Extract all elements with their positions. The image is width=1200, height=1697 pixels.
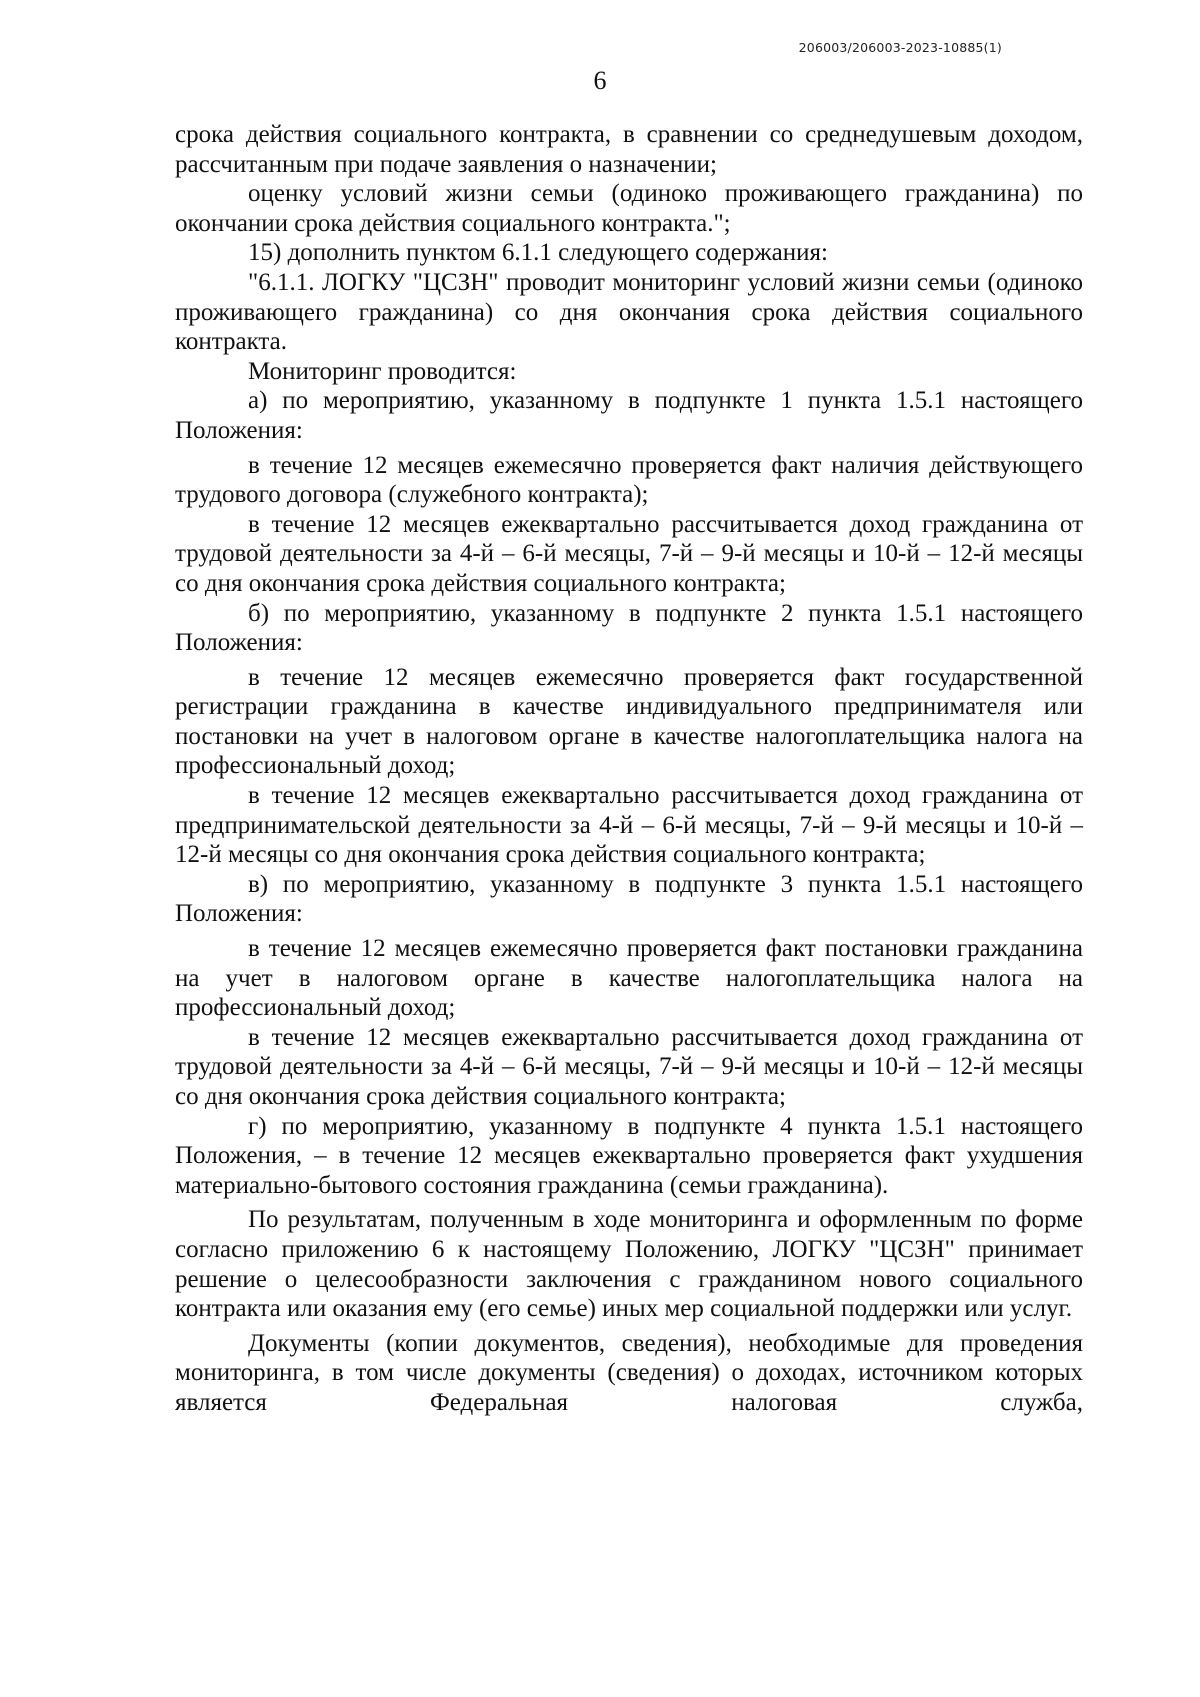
paragraph-6: а) по мероприятию, указанному в подпункте 1 пункта 1.5.1 настоящего Положения: — [175, 387, 1083, 444]
paragraph-14: в течение 12 месяцев ежеквартально рассчитывается доход гражданина от трудовой деятельности за 4-й – 6-й месяцы, 7-й – 9-й месяцы и 10-й – 12-й месяцы со дня окончания срока действия социального контракта; — [175, 1023, 1083, 1110]
document-registration-number: 206003/206003-2023-10885(1) — [798, 40, 1002, 55]
paragraph-15: г) по мероприятию, указанному в подпункте 4 пункта 1.5.1 настоящего Положения, – в течение 12 месяцев ежеквартально проверяется факт ухудшения материально-бытового состояния гражданина (семьи гражданина). — [175, 1112, 1083, 1199]
paragraph-4: "6.1.1. ЛОГКУ "ЦСЗН" проводит мониторинг условий жизни семьи (одиноко проживающего гражданина) со дня окончания срока действия социального контракта. — [175, 268, 1083, 356]
paragraph-3: 15) дополнить пунктом 6.1.1 следующего содержания: — [248, 239, 828, 267]
paragraph-11: в течение 12 месяцев ежеквартально рассчитывается доход гражданина от предпринимательской деятельности за 4-й – 6-й месяцы, 7-й – 9-й месяцы и 10-й – 12-й месяцы со дня окончания срока действия социального контракта; — [175, 782, 1083, 869]
paragraph-16: По результатам, полученным в ходе мониторинга и оформленным по форме согласно приложению 6 к настоящему Положению, ЛОГКУ "ЦСЗН" принимает решение о целесообразности заключения с гражданином нового социального контракта или оказания ему (его семье) иных мер социальной поддержки или услуг. — [175, 1206, 1083, 1323]
paragraph-10: в течение 12 месяцев ежемесячно проверяется факт государственной регистрации гражданина в качестве индивидуального предпринимателя или постановки на учет в налоговом органе в качестве налогоплательщика налога на профессиональный доход; — [175, 663, 1083, 780]
paragraph-5: Мониторинг проводится: — [248, 357, 517, 385]
paragraph-1: срока действия социального контракта, в сравнении со среднедушевым доходом, рассчитанным при подаче заявления о назначении; — [175, 121, 1083, 178]
document-body — [175, 120, 1083, 1418]
paragraph-2: оценку условий жизни семьи (одиноко проживающего гражданина) по окончании срока действия социального контракта."; — [175, 180, 1083, 237]
paragraph-7: в течение 12 месяцев ежемесячно проверяется факт наличия действующего трудового договора (служебного контракта); — [175, 451, 1083, 509]
paragraph-8: в течение 12 месяцев ежеквартально рассчитывается доход гражданина от трудовой деятельности за 4-й – 6-й месяцы, 7-й – 9-й месяцы и 10-й – 12-й месяцы со дня окончания срока действия социального контракта; — [175, 510, 1083, 597]
page-number: 6 — [593, 66, 607, 95]
paragraph-12: в) по мероприятию, указанному в подпункте 3 пункта 1.5.1 настоящего Положения: — [175, 870, 1083, 928]
paragraph-9: б) по мероприятию, указанному в подпункте 2 пункта 1.5.1 настоящего Положения: — [175, 599, 1083, 657]
paragraph-13: в течение 12 месяцев ежемесячно проверяется факт постановки гражданина на учет в налоговом органе в качестве налогоплательщика налога на профессиональный доход; — [175, 935, 1083, 1022]
paragraph-17: Документы (копии документов, сведения), необходимые для проведения мониторинга, в том числе документы (сведения) о доходах, источником которых является Федеральная налоговая служба, — [175, 1329, 1083, 1416]
